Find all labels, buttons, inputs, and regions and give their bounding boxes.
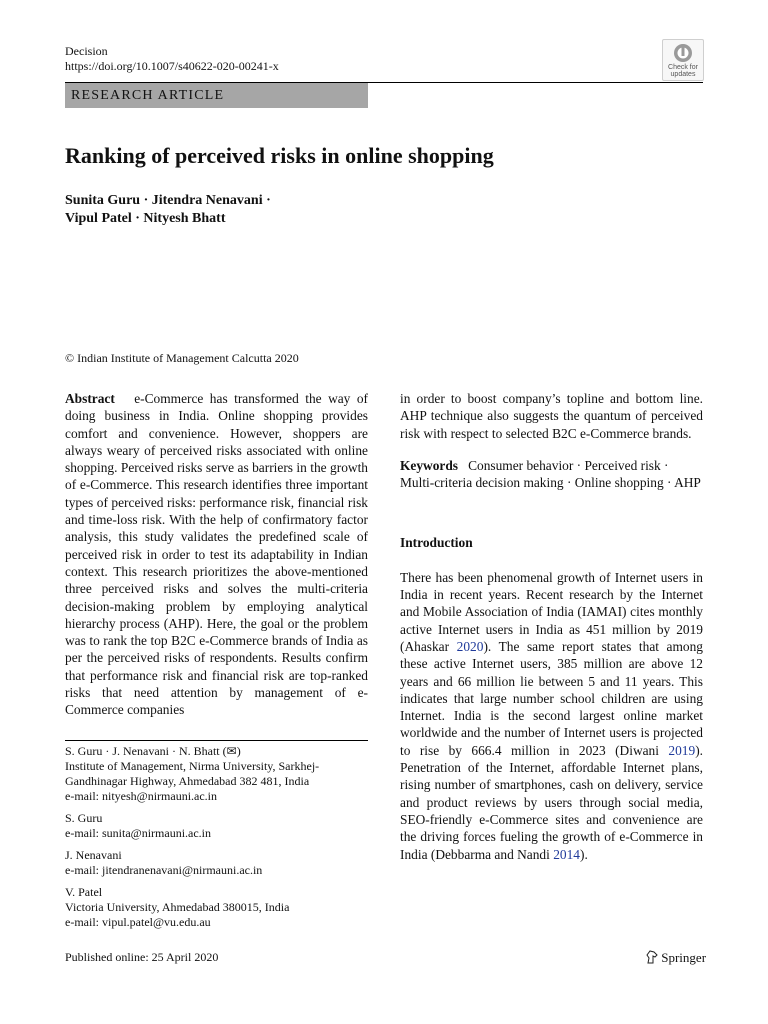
intro-text: ). [579, 846, 588, 862]
published-date: Published online: 25 April 2020 [65, 950, 219, 964]
journal-header [65, 44, 465, 74]
affiliation-authors: V. Patel [65, 885, 103, 899]
introduction-paragraph [400, 569, 703, 863]
affiliation-block [65, 811, 368, 841]
abstract-label: Abstract [65, 391, 115, 406]
abstract-continuation: in order to boost company’s topline and bottom line. AHP technique also suggests the quantum of perceived risk with respect to selected B2C e-Commerce brands. [400, 391, 703, 441]
publisher-name: Springer [661, 950, 707, 965]
journal-name: Decision [65, 44, 108, 58]
keywords-label: Keywords [400, 457, 459, 473]
article-type-banner: RESEARCH ARTICLE [65, 83, 368, 108]
affiliations [65, 744, 368, 937]
intro-text: There has been phenomenal growth of Internet users in India in recent years. Recent research by the Internet and Mobile Association of India (IAMAI) cites monthly active Internet users in India as 451 million by 2019 (Ahaskar [400, 569, 703, 654]
citation-link[interactable]: 2019 [668, 742, 696, 758]
keywords [400, 457, 703, 492]
springer-horse-icon [646, 950, 658, 964]
check-for-updates-badge[interactable] [662, 39, 704, 81]
affiliation-block [65, 848, 368, 878]
doi-link[interactable]: https://doi.org/10.1007/s40622-020-00241-x [65, 59, 279, 73]
authors-line-1: Sunita Guru · Jitendra Nenavani · [65, 193, 271, 208]
affiliation-line: Institute of Management, Nirma University, Sarkhej- [65, 759, 320, 773]
introduction-heading: Introduction [400, 535, 473, 551]
author-list [65, 192, 465, 228]
affiliation-email[interactable]: e-mail: vipul.patel@vu.edu.au [65, 915, 211, 929]
right-column [400, 390, 703, 863]
abstract-text: e-Commerce has transformed the way of doing business in India. Online shopping provides comfort and convenience. However, shoppers are always weary of perceived risks associated with online shopping. Perceived risks serve as barriers in the growth of e-Commerce. This research identifies three important types of perceived risks: performance risk, financial risk and time-loss risk. With the help of confirmatory factor analysis, this study validates the predefined scale of perceived risk in order to test its adaptability in Indian context. This research prioritizes the above-mentioned three perceived risks and solves the multi-criteria decision-making problem by employing analytical hierarchy process (AHP). Here, the goal or the problem was to rank the top B2C e-Commerce brands of India as per the perceived risks of respondents. Results confirm that performance risk and financial risk are top-ranked risks that need attention by management of e-Commerce companies [65, 391, 368, 718]
intro-text: ). The same report states that among these active Internet users, 385 million are above 12 years and 66 million lie between 5 and 11 years. This indicates that large number school children are using Internet. India is the second largest online market worldwide and the number of Internet users is projected to rise by 666.4 million in 2023 (Diwani [400, 638, 703, 758]
intro-text: ). Penetration of the Internet, affordable Internet plans, rising number of smartphones, cash on delivery, service and product reviews by users through social media, SEO-friendly e-Commerce sites and convenience are the driving forces fueling the growth of e-Commerce in India (Debbarma and Nandi [400, 742, 703, 862]
affiliation-line: Gandhinagar Highway, Ahmedabad 382 481, India [65, 774, 310, 788]
publisher-logo [646, 950, 716, 966]
abstract [65, 390, 368, 719]
abstract-column [65, 390, 368, 719]
affiliation-authors: J. Nenavani [65, 848, 122, 862]
check-badge-line2: updates [670, 71, 696, 78]
affiliation-email[interactable]: e-mail: nityesh@nirmauni.ac.in [65, 789, 218, 803]
affiliation-authors: S. Guru · J. Nenavani · N. Bhatt (✉) [65, 744, 241, 758]
check-updates-icon [673, 43, 693, 63]
copyright-notice: © Indian Institute of Management Calcutta 2020 [65, 351, 299, 365]
affiliation-email[interactable]: e-mail: jitendranenavani@nirmauni.ac.in [65, 863, 263, 877]
affiliation-block [65, 885, 368, 930]
affiliation-line: Victoria University, Ahmedabad 380015, India [65, 900, 290, 914]
citation-link[interactable]: 2014 [553, 846, 580, 862]
paper-title: Ranking of perceived risks in online shopping [65, 143, 494, 168]
keywords-text: Consumer behavior · Perceived risk · Multi-criteria decision making · Online shopping · AHP [400, 457, 701, 491]
citation-link[interactable]: 2020 [456, 638, 484, 654]
affiliation-authors: S. Guru [65, 811, 103, 825]
affiliation-block [65, 744, 368, 804]
check-badge-line1: Check for [668, 64, 698, 71]
footnote-rule [65, 740, 368, 741]
authors-line-2: Vipul Patel · Nityesh Bhatt [65, 211, 226, 226]
affiliation-email[interactable]: e-mail: sunita@nirmauni.ac.in [65, 826, 212, 840]
